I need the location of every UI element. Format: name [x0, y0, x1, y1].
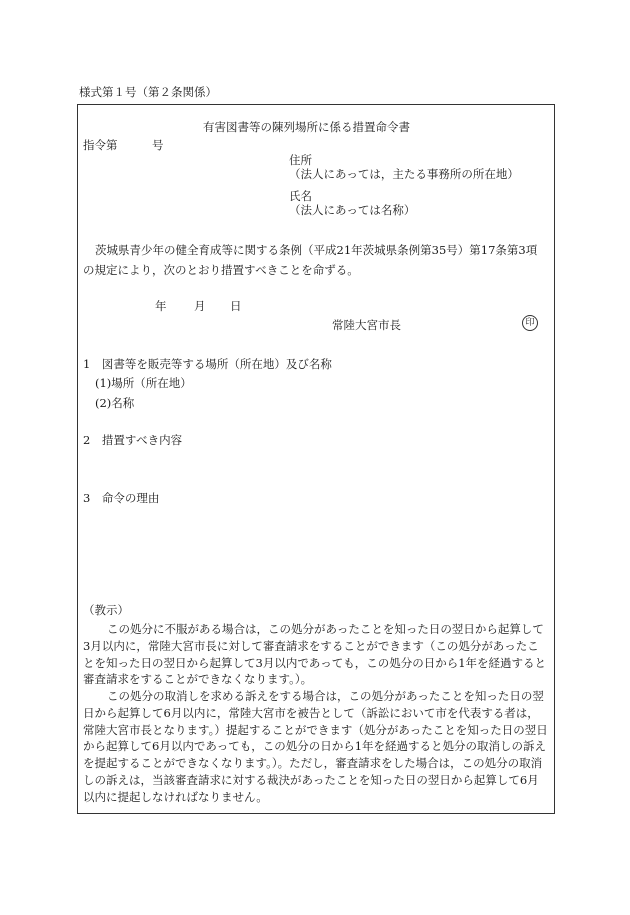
- form-caption: 様式第１号（第２条関係）: [79, 85, 217, 99]
- seal-mark: 印: [522, 315, 538, 331]
- address-label: 住所: [289, 153, 312, 167]
- date-line: [155, 299, 242, 313]
- item-1-location: (1)場所（所在地）: [95, 376, 192, 390]
- name-label: 氏名: [289, 189, 312, 203]
- date-month: 月: [194, 299, 206, 313]
- order-body-text: 茨城県青少年の健全育成等に関する条例（平成21年茨城県条例第35号）第17条第3項の規定により，次のとおり措置すべきことを命ずる。: [83, 243, 538, 277]
- date-year: 年: [155, 299, 167, 313]
- document-title: 有害図書等の陳列場所に係る措置命令書: [203, 120, 410, 134]
- order-number: 指令第 号: [83, 138, 164, 152]
- name-note: （法人にあっては名称）: [289, 203, 416, 217]
- item-2-heading: 2 措置すべき内容: [83, 433, 183, 447]
- item-3-heading: 3 命令の理由: [83, 491, 160, 505]
- notice-paragraph-appeal: この処分に不服がある場合は，この処分があったことを知った日の翌日から起算して3月以内に，常陸大宮市長に対して審査請求をすることができます（この処分があったことを知った日の翌日から起算して3月以内であっても，この処分の日から1年を経過すると審査請求をすることができなくなります。）。: [83, 622, 547, 687]
- notice-heading: （教示）: [83, 603, 129, 617]
- notice-paragraph-lawsuit: この処分の取消しを求める訴えをする場合は，この処分があったことを知った日の翌日から起算して6月以内に，常陸大宮市を被告として（訴訟において市を代表する者は，常陸大宮市長となります。）提起することができます（処分があったことを知った日の翌日から起算して6月以内であっても，この処分の日から1年を経過すると処分の取消しの訴えを提起することができなくなります。）。ただし，審査請求をした場合は，この処分の取消しの訴えは，当該審査請求に対する裁決があったことを知った日の翌日から起算して6月以内に提起しなければなりません。: [83, 689, 548, 804]
- address-note: （法人にあっては，主たる事務所の所在地）: [289, 167, 519, 181]
- date-day: 日: [230, 299, 242, 313]
- item-1-name: (2)名称: [95, 396, 135, 410]
- issuer-name: 常陸大宮市長: [332, 318, 401, 332]
- item-1-heading: 1 図書等を販売等する場所（所在地）及び名称: [83, 357, 332, 371]
